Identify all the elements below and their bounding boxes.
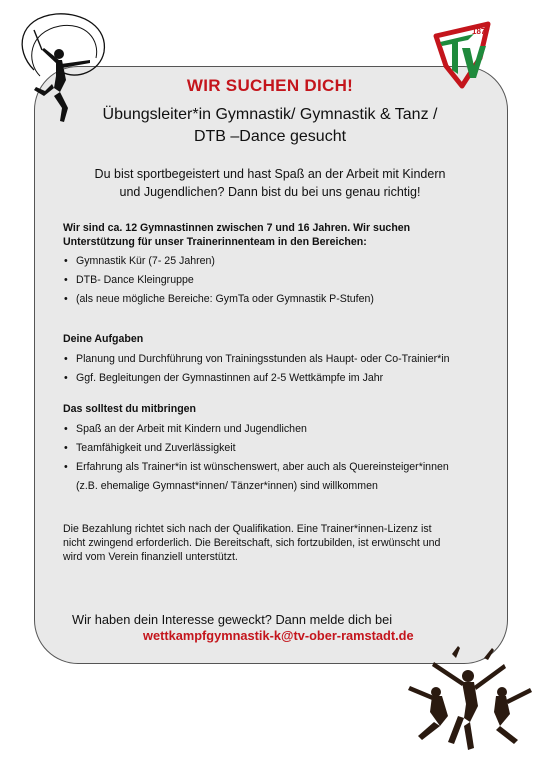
requirements-heading: Das solltest du mitbringen <box>63 403 197 415</box>
intro-text <box>70 165 470 201</box>
list-item: • DTB- Dance Kleingruppe <box>63 274 503 287</box>
intro-line: und Jugendlichen? Dann bist du bei uns genau richtig! <box>119 185 421 199</box>
list-item: • Spaß an der Arbeit mit Kindern und Jugendlichen <box>63 423 503 436</box>
payment-line: wird vom Verein finanziell unterstützt. <box>63 551 238 563</box>
subtitle-line: Übungsleiter*in Gymnastik/ Gymnastik & Tanz / <box>102 106 438 123</box>
list-item: • Ggf. Begleitungen der Gymnastinnen auf 2-5 Wettkämpfe im Jahr <box>63 372 503 385</box>
list-item: • Planung und Durchführung von Trainingsstunden als Haupt- oder Co-Trainier*in <box>63 353 503 366</box>
team-heading-line: Wir sind ca. 12 Gymnastinnen zwischen 7 und 16 Jahren. Wir suchen <box>63 222 411 234</box>
team-areas-list <box>63 255 503 306</box>
logo-year: 1877 <box>472 27 490 36</box>
team-heading-line: Unterstützung für unser Trainerinnenteam in den Bereichen: <box>63 235 367 248</box>
dancers-group-icon <box>402 636 534 756</box>
contact-text: Wir haben dein Interesse geweckt? Dann melde dich bei <box>72 612 393 627</box>
list-item: • Gymnastik Kür (7- 25 Jahren) <box>63 255 503 268</box>
list-item: • Teamfähigkeit und Zuverlässigkeit <box>63 442 503 455</box>
tasks-section <box>63 333 503 385</box>
requirements-section <box>63 403 503 493</box>
tasks-heading: Deine Aufgaben <box>63 333 144 345</box>
contact-email-link[interactable]: wettkampfgymnastik-k@tv-ober-ramstadt.de <box>143 628 414 643</box>
payment-line: Die Bezahlung richtet sich nach der Qualifikation. Eine Trainer*innen-Lizenz ist <box>63 523 432 535</box>
tasks-list <box>63 353 503 385</box>
team-section <box>63 222 503 306</box>
list-item: • Erfahrung als Trainer*in ist wünschenswert, aber auch als Quereinsteiger*innen <box>63 461 503 474</box>
payment-text <box>63 522 503 564</box>
list-item: • (als neue mögliche Bereiche: GymTa oder Gymnastik P-Stufen) <box>63 293 503 306</box>
payment-line: nicht zwingend erforderlich. Die Bereitschaft, sich fortzubilden, ist erwünscht und <box>63 537 441 549</box>
job-subtitle <box>0 104 540 148</box>
requirements-continuation: (z.B. ehemalige Gymnast*innen/ Tänzer*innen) sind willkommen <box>76 479 378 492</box>
subtitle-line: DTB –Dance gesucht <box>193 128 347 145</box>
intro-line: Du bist sportbegeistert und hast Spaß an der Arbeit mit Kindern <box>94 167 446 181</box>
page-title: WIR SUCHEN DICH! <box>186 76 354 95</box>
requirements-list <box>63 423 503 474</box>
